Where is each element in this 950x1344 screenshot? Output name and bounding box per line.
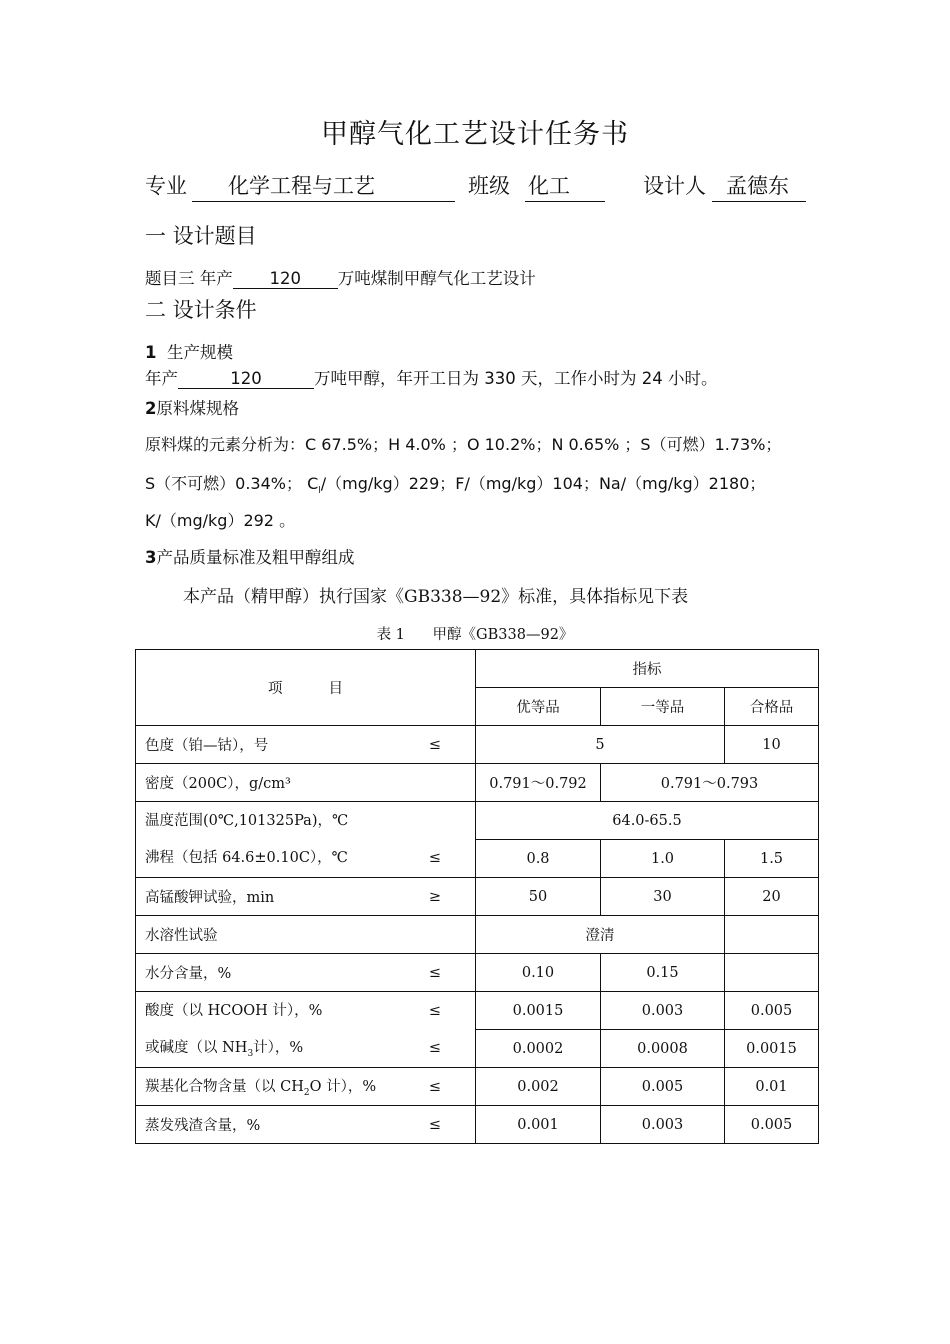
table-cell: 0.01 <box>725 1068 819 1106</box>
table-cell: 50 <box>476 878 601 916</box>
quality-paragraph: 本产品（精甲醇）执行国家《GB338—92》标准，具体指标见下表 <box>183 587 689 607</box>
operator: ≤ <box>428 736 441 753</box>
table-row <box>136 802 819 840</box>
table-row <box>136 726 819 764</box>
class-label: 班级 <box>468 174 510 198</box>
coal-line2-part-a: S（不可燃）0.34%； C <box>145 474 319 493</box>
header-grade: 一等品 <box>601 688 725 726</box>
table-cell: 64.0-65.5 <box>476 802 819 840</box>
coal-line2-sub: l <box>318 486 321 497</box>
subsection-coal <box>145 395 239 419</box>
section-heading-conditions: 二 设计条件 <box>145 298 257 322</box>
coal-analysis-line-1: 原料煤的元素分析为：C 67.5%；H 4.0% ；O 10.2%；N 0.65% ；S（可燃）1.73%； <box>145 435 782 454</box>
subsection-title: 产品质量标准及粗甲醇组成 <box>156 548 355 567</box>
operator: ≤ <box>428 964 441 981</box>
row-label: 色度（铂—钴），号 ≤ <box>136 726 476 764</box>
topic-line <box>145 265 536 289</box>
designer-value: 孟德东 <box>726 174 789 198</box>
operator: ≤ <box>428 849 441 866</box>
coal-analysis-line-3: K/（mg/kg）292 。 <box>145 511 296 530</box>
table-cell: 0.005 <box>601 1068 725 1106</box>
topic-prefix: 题目三 年产 <box>145 269 233 288</box>
table-cell: 1.5 <box>725 840 819 878</box>
table-cell <box>725 916 819 954</box>
major-field <box>192 170 455 202</box>
table-cell: 10 <box>725 726 819 764</box>
table-cell: 0.0015 <box>476 992 601 1030</box>
table-cell: 0.0008 <box>601 1030 725 1068</box>
table-cell: 20 <box>725 878 819 916</box>
designer-label: 设计人 <box>643 174 706 198</box>
table-cell: 0.003 <box>601 992 725 1030</box>
row-label-merged <box>136 992 476 1068</box>
table-cell: 1.0 <box>601 840 725 878</box>
table-cell: 0.003 <box>601 1106 725 1144</box>
scale-line <box>145 365 717 389</box>
row-label: 密度（200C），g/cm³ <box>136 764 476 802</box>
header-item: 项 目 <box>136 650 476 726</box>
topic-amount: 120 <box>233 269 338 289</box>
coal-analysis-line-2 <box>145 471 765 496</box>
subsection-scale <box>145 339 233 363</box>
row-label: 温度范围(0℃,101325Pa)，℃ <box>145 812 349 829</box>
table-header-row <box>136 650 819 688</box>
table-cell: 澄清 <box>476 916 725 954</box>
table-cell: 0.0002 <box>476 1030 601 1068</box>
header-index: 指标 <box>476 650 819 688</box>
document-title: 甲醇气化工艺设计任务书 <box>321 119 629 150</box>
table-row <box>136 878 819 916</box>
row-label: 水溶性试验 <box>136 916 476 954</box>
table-caption: 表 1 甲醇《GB338—92》 <box>376 627 574 643</box>
header-grade: 合格品 <box>725 688 819 726</box>
section-heading-topic: 一 设计题目 <box>145 224 257 248</box>
row-label: 酸度（以 HCOOH 计），% ≤ <box>136 993 475 1030</box>
table-cell: 0.002 <box>476 1068 601 1106</box>
major-label: 专业 <box>145 174 187 198</box>
table-row <box>136 992 819 1030</box>
table-row <box>136 1106 819 1144</box>
table-row <box>136 764 819 802</box>
designer-field <box>712 170 806 202</box>
operator: ≤ <box>428 1039 441 1056</box>
header-grade: 优等品 <box>476 688 601 726</box>
row-label: 高锰酸钾试验，min ≥ <box>136 878 476 916</box>
subsection-title: 生产规模 <box>166 343 233 362</box>
scale-prefix: 年产 <box>145 369 178 388</box>
operator: ≥ <box>428 888 441 905</box>
table-cell: 0.005 <box>725 1106 819 1144</box>
spec-table <box>135 649 819 1144</box>
coal-line2-part-b: /（mg/kg）229；F/（mg/kg）104；Na/（mg/kg）2180； <box>320 474 766 493</box>
subsection-title: 原料煤规格 <box>156 399 239 418</box>
row-label: 沸程（包括 64.6±0.10C），℃ ≤ <box>136 840 475 877</box>
row-label: 水分含量，% ≤ <box>136 954 476 992</box>
row-label: 或碱度（以 $NH_3$计），% ≤ <box>136 1030 475 1067</box>
row-label-merged <box>136 802 476 878</box>
subsection-number: 2 <box>145 399 157 418</box>
operator: ≤ <box>428 1116 441 1133</box>
table-cell <box>725 954 819 992</box>
scale-amount: 120 <box>178 369 314 389</box>
row-label: 蒸发残渣含量，% ≤ <box>136 1106 476 1144</box>
class-value: 化工 <box>528 174 570 198</box>
table-cell: 0.0015 <box>725 1030 819 1068</box>
subsection-quality <box>145 544 354 568</box>
table-row <box>136 916 819 954</box>
operator: ≤ <box>428 1002 441 1019</box>
table-cell: 5 <box>476 726 725 764</box>
table-cell: 0.791～0.793 <box>601 764 819 802</box>
table-cell: 0.791～0.792 <box>476 764 601 802</box>
table-cell: 0.005 <box>725 992 819 1030</box>
row-label: 羰基化合物含量（以 $CH_2O$ 计），% ≤ <box>136 1068 476 1106</box>
table-row <box>136 1068 819 1106</box>
operator: ≤ <box>428 1078 441 1095</box>
subsection-number: 3 <box>145 548 157 567</box>
subsection-number: 1 <box>145 343 157 362</box>
class-field <box>525 170 605 202</box>
scale-suffix: 万吨甲醇，年开工日为 330 天，工作小时为 24 小时。 <box>314 369 718 388</box>
table-cell: 0.15 <box>601 954 725 992</box>
table-cell: 30 <box>601 878 725 916</box>
table-cell: 0.8 <box>476 840 601 878</box>
topic-suffix: 万吨煤制甲醇气化工艺设计 <box>337 269 536 288</box>
major-value: 化学工程与工艺 <box>228 174 375 198</box>
table-cell: 0.10 <box>476 954 601 992</box>
table-row <box>136 954 819 992</box>
table-cell: 0.001 <box>476 1106 601 1144</box>
